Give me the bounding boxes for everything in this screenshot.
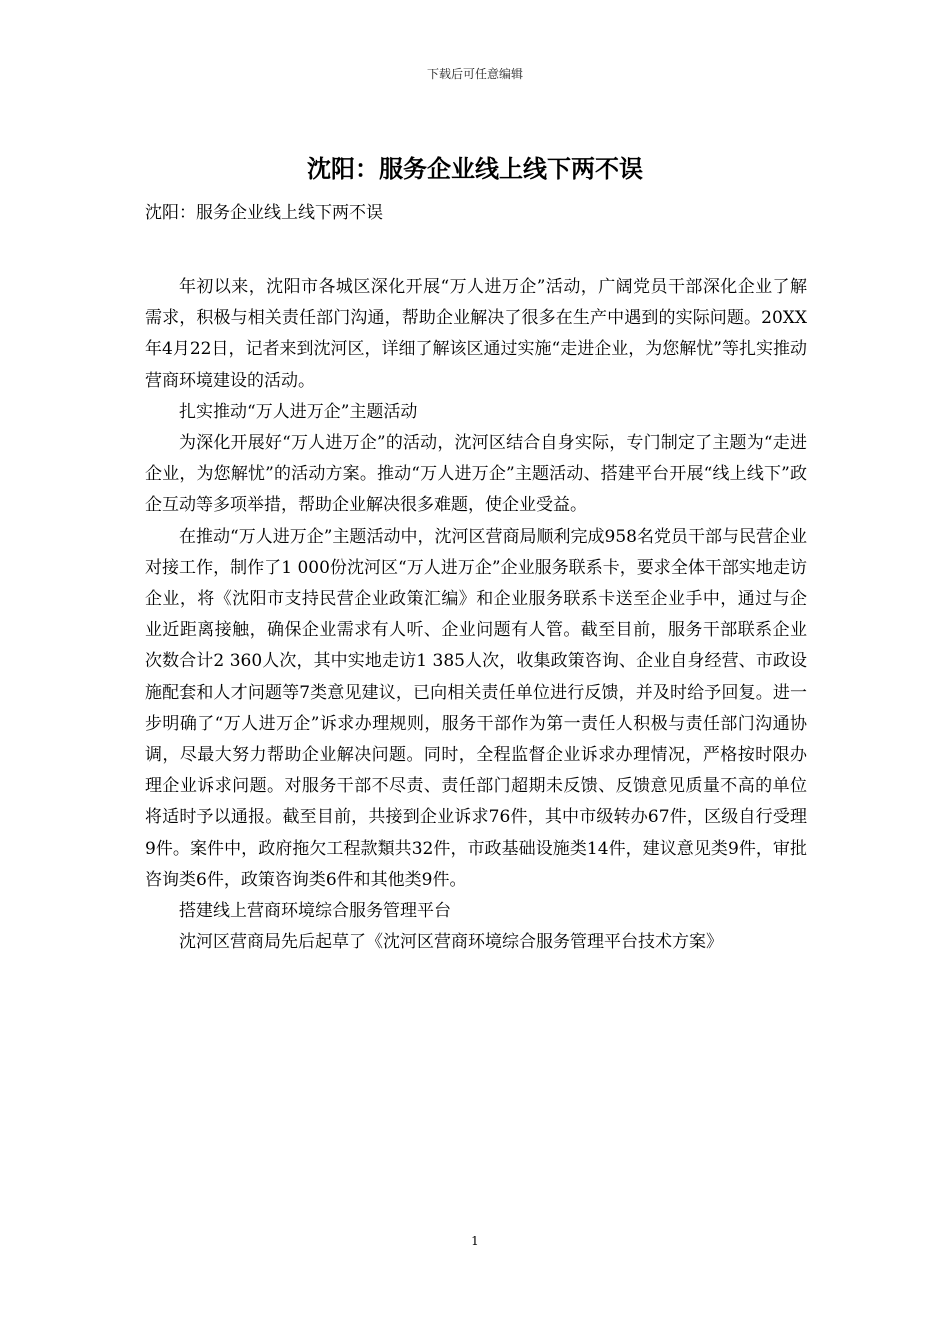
article-title: 沈阳：服务企业线上线下两不误	[307, 155, 643, 183]
paragraph-intro: 年初以来，沈阳市各城区深化开展“万人进万企”活动，广阔党员干部深化企业了解需求，积极与相关责任部门沟通，帮助企业解决了很多在生产中遇到的实际问题。20XX年4月22日，记者来到沈河区，详细了解该区通过实施“走进企业，为您解忧”等扎实推动营商环境建设的活动。	[145, 277, 807, 391]
paragraph-activity-plan: 为深化开展好“万人进万企”的活动，沈河区结合自身实际，专门制定了主题为“走进企业，为您解忧”的活动方案。推动“万人进万企”主题活动、搭建平台开展“线上线下”政企互动等多项举措，帮助企业解决很多难题，使企业受益。	[145, 433, 807, 516]
paragraph-activity-results: 在推动“万人进万企”主题活动中，沈河区营商局顺利完成958名党员干部与民营企业对接工作，制作了1 000份沈河区“万人进万企”企业服务联系卡，要求全体干部实地走访企业，将《沈阳市支持民营企业政策汇编》和企业服务联系卡送至企业手中，通过与企业近距离接触，确保企业需求有人听、企业问题有人管。截至目前，服务干部联系企业次数合计2 360人次，其中实地走访1 385人次，收集政策咨询、企业自身经营、市政设施配套和人才问题等7类意见建议，已向相关责任单位进行反馈，并及时给予回复。进一步明确了“万人进万企”诉求办理规则，服务干部作为第一责任人积极与责任部门沟通协调，尽最大努力帮助企业解决问题。同时，全程监督企业诉求办理情况，严格按时限办理企业诉求问题。对服务干部不尽责、责任部门超期未反馈、反馈意见质量不高的单位将适时予以通报。截至目前，共接到企业诉求76件，其中市级转办67件，区级自行受理9件。案件中，政府拖欠工程款類共32件，市政基础设施类14件，建议意见类9件，审批咨询类6件，政策咨询类6件和其他类9件。	[145, 526, 807, 890]
page-header-note: 下载后可任意编辑	[426, 67, 523, 81]
article-body	[145, 272, 807, 958]
page-number: 1	[471, 1234, 479, 1248]
article-subtitle: 沈阳：服务企业线上线下两不误	[145, 203, 383, 223]
section-heading-platform: 搭建线上营商环境综合服务管理平台	[179, 901, 451, 922]
section-heading-activity: 扎实推动“万人进万企”主题活动	[179, 401, 418, 422]
paragraph-platform: 沈河区营商局先后起草了《沈河区营商环境综合服务管理平台技术方案》	[179, 932, 723, 953]
